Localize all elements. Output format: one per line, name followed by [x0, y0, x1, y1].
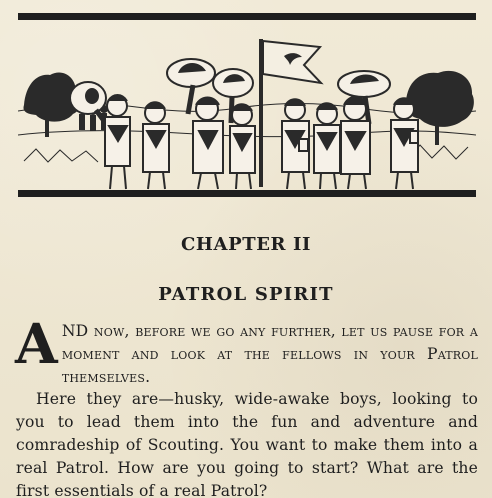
- top-border: [18, 13, 476, 20]
- scout-2: [143, 102, 169, 189]
- scout-6: [314, 103, 340, 189]
- paragraph-1: [15, 311, 478, 388]
- paragraph-2: Here they are—husky, wide-awake boys, looking to you to lead them into the fun and adventure and comradeship of Scouting. You want to make them into a real Patrol. How are you going to start? What are the first essentials of a real Patrol?: [16, 390, 478, 498]
- section-heading: PATROL SPIRIT: [158, 284, 334, 305]
- scout-1: [105, 95, 130, 189]
- scout-7: [341, 97, 370, 189]
- scout-4: [230, 104, 255, 189]
- paragraph-1-text: ND now, before we go any further, let us pause for a moment and look at the fellows in your Patrol themselves.: [61, 322, 478, 386]
- body-copy: [15, 311, 478, 498]
- scout-group-illustration: [18, 13, 476, 197]
- scout-3: [193, 98, 223, 190]
- drop-cap: A: [15, 311, 58, 376]
- chapter-heading: CHAPTER II: [180, 234, 311, 255]
- scout-5: [282, 99, 309, 189]
- bottom-border: [18, 190, 476, 197]
- scout-8: [391, 98, 418, 189]
